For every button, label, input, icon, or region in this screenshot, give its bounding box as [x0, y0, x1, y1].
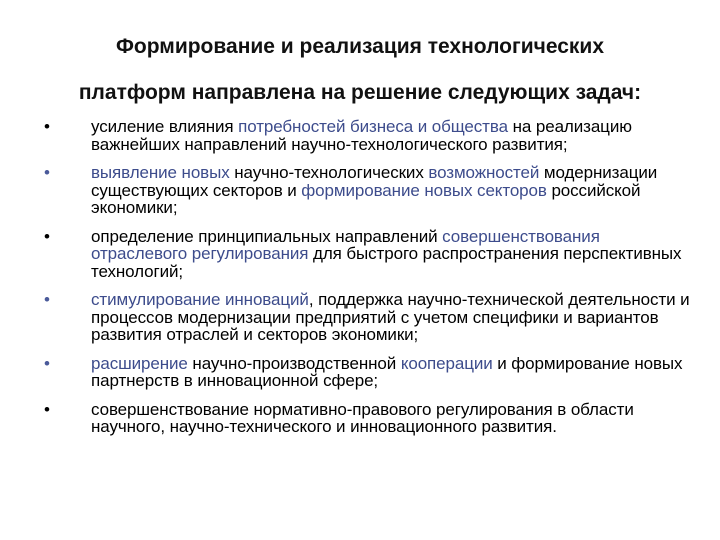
text-segment: , поддержка научно-технической деятельности и процессов модернизации предприятий с учетом специфики и вариантов развития отраслей и секторов экономики; [91, 290, 690, 344]
highlighted-text: совершенствования отраслевого регулирования [91, 226, 600, 263]
task-item-2 [40, 164, 700, 217]
highlighted-text: возможностей [428, 163, 540, 182]
highlighted-text: потребностей бизнеса и общества [238, 117, 508, 136]
slide-title [20, 24, 700, 116]
text-segment: модернизации существующих секторов и [91, 163, 658, 200]
highlighted-text: расширение [91, 353, 188, 373]
task-item-3 [40, 228, 700, 281]
highlighted-text: выявление новых [91, 163, 230, 182]
bullet-marker: • [44, 353, 50, 373]
text-segment: для быстрого распространения перспективных технологий; [91, 244, 682, 281]
text-segment: совершенствование нормативно-правового регулирования в области научного, научно-технического и инновационного развития. [91, 399, 634, 436]
task-item-6 [40, 401, 700, 436]
bullet-marker: • [44, 399, 50, 419]
title-line-2: платформ направлена на решение следующих задач: [78, 81, 642, 104]
text-segment: научно-производственной [187, 353, 401, 373]
text-segment: определение принципиальных направлений [91, 226, 443, 246]
bullet-marker: • [44, 226, 50, 246]
bullet-marker: • [44, 117, 50, 136]
task-item-5 [40, 355, 700, 390]
text-segment: усиление влияния [91, 117, 239, 136]
highlighted-text: стимулирование инноваций [91, 290, 309, 309]
text-segment: на реализацию важнейших направлений научно-технологического развития; [91, 117, 632, 154]
highlighted-text: формирование новых секторов [301, 180, 547, 200]
text-segment: и формирование новых партнерств в инновационной сфере; [91, 353, 683, 390]
highlighted-text: кооперации [400, 353, 493, 373]
text-segment: российской экономики; [91, 180, 641, 217]
bullet-marker: • [44, 163, 50, 182]
task-list [40, 118, 700, 447]
title-line-1: Формирование и реализация технологических [115, 35, 605, 58]
bullet-marker: • [44, 290, 50, 309]
task-item-1 [40, 118, 700, 153]
task-item-4 [40, 291, 700, 344]
text-segment: научно-технологических [229, 163, 429, 182]
